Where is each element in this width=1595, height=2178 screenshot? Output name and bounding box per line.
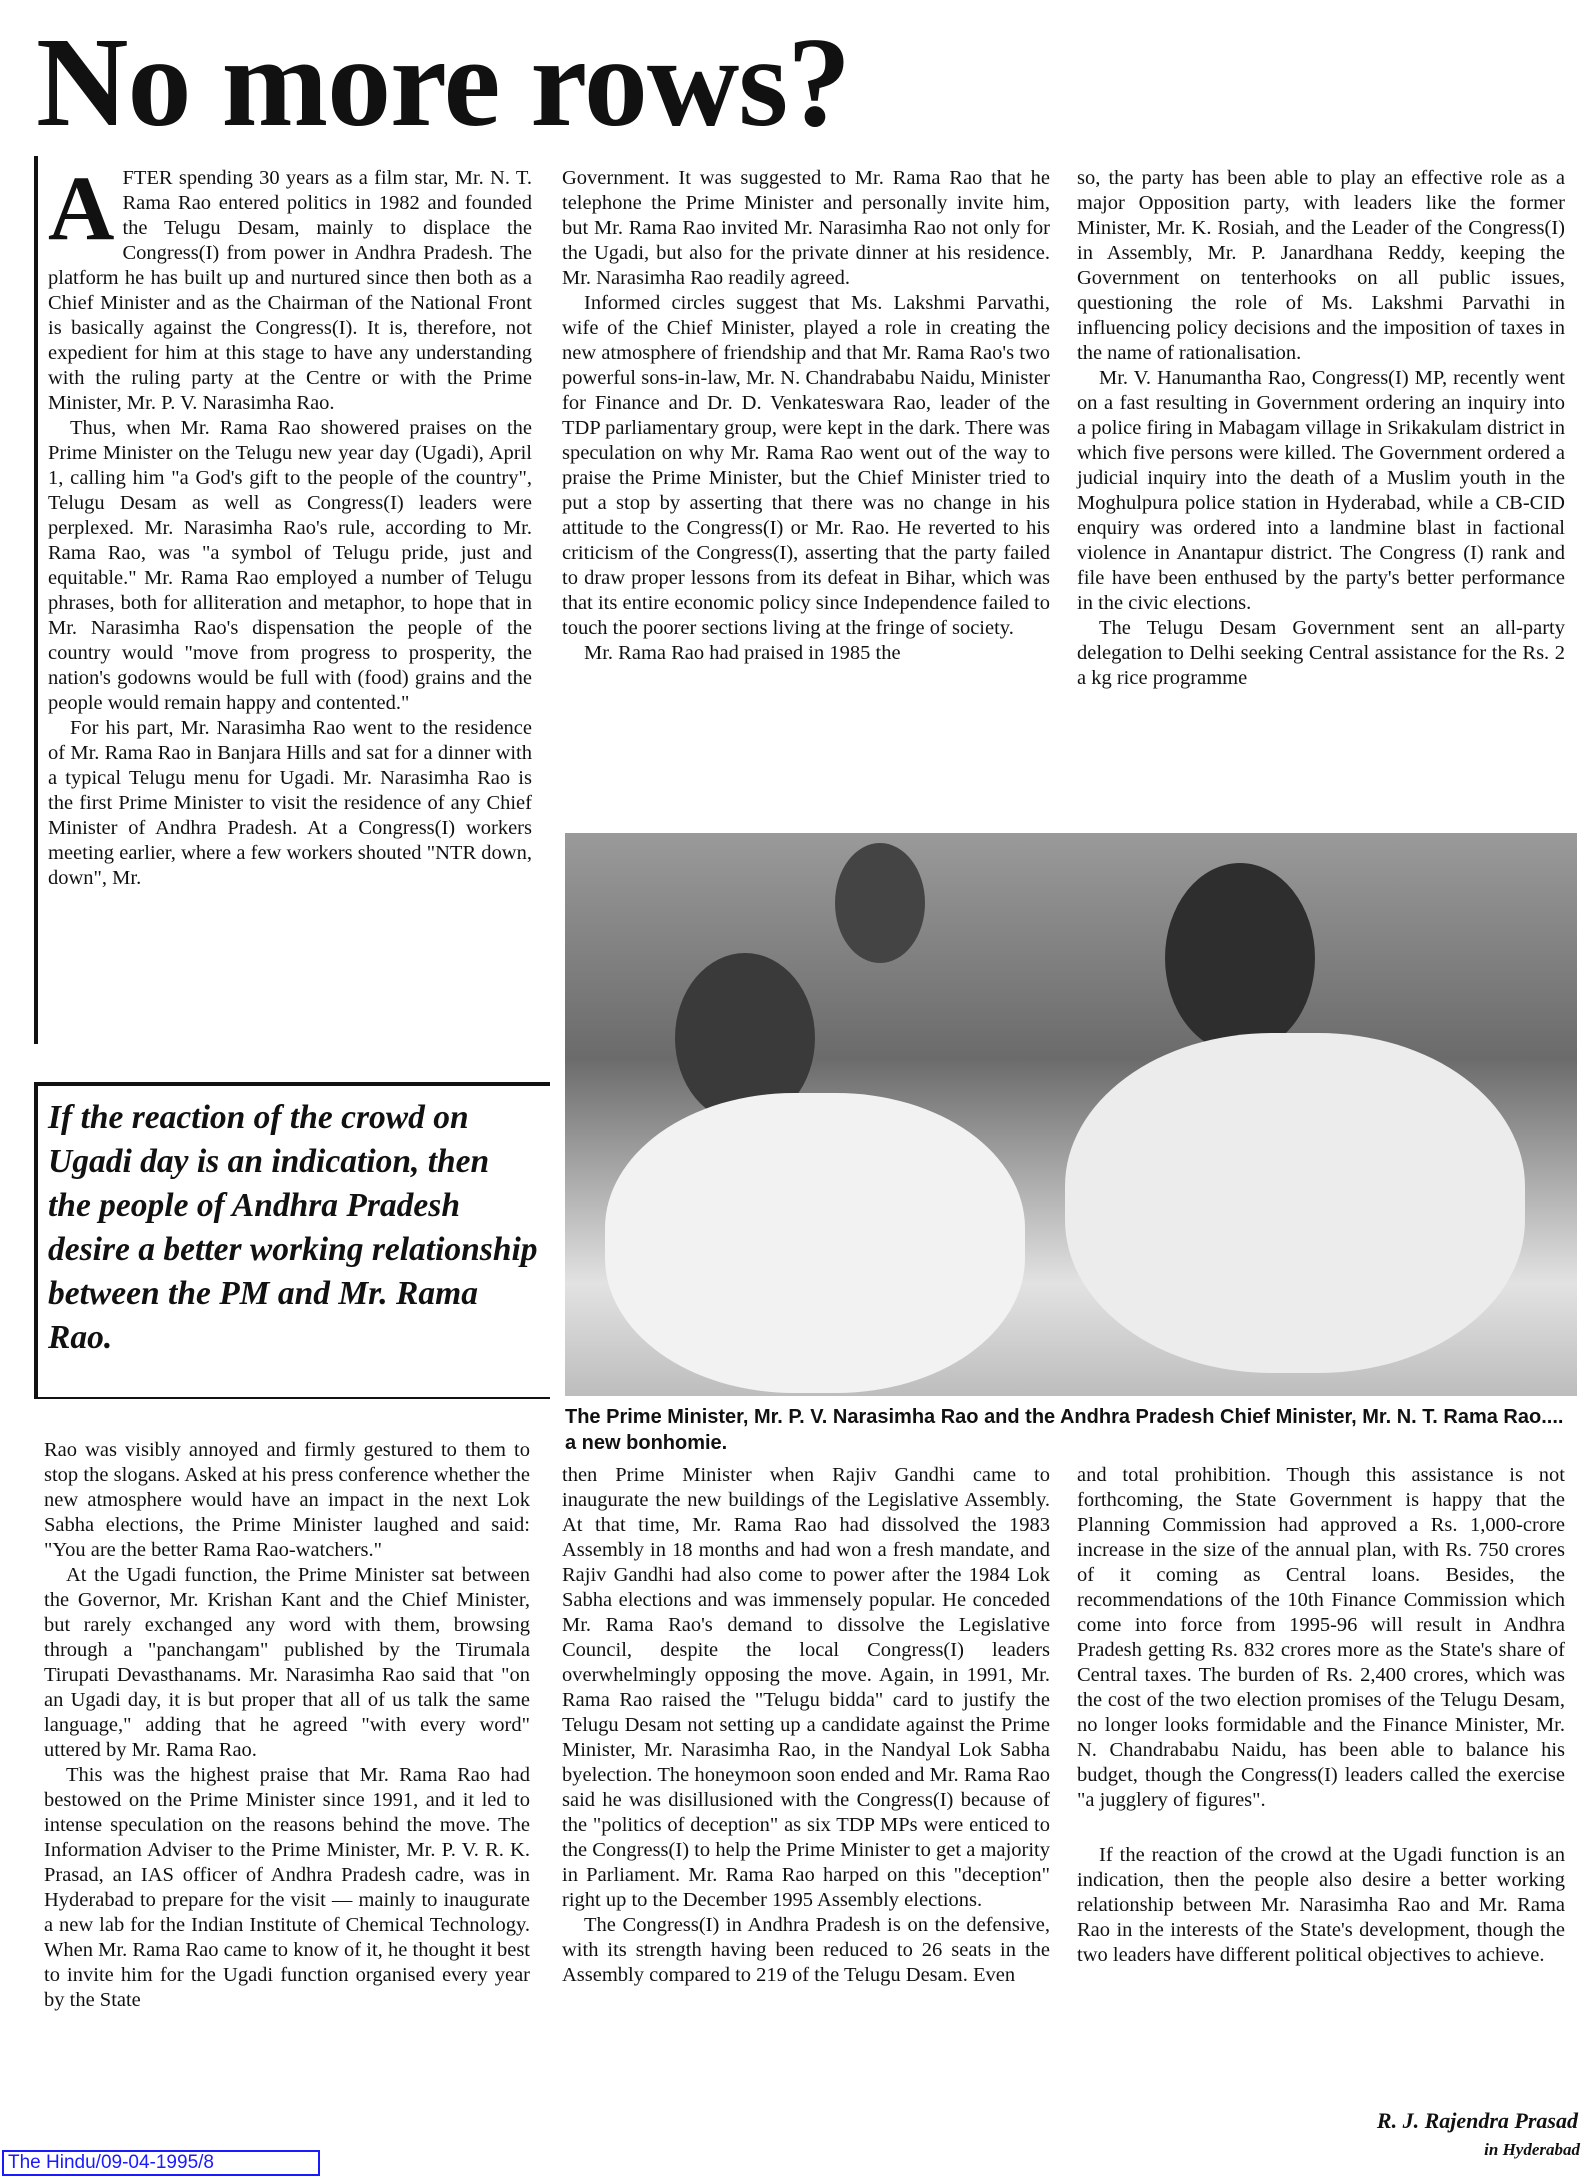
article-column-2-bottom (562, 1463, 1050, 1988)
article-column-3-top (1077, 166, 1565, 691)
pull-quote: If the reaction of the crowd on Ugadi day is an indication, then the people of Andhra Pradesh desire a better working relationship between the PM and Mr. Rama Rao. (48, 1099, 538, 1356)
article-paragraph: Government. It was suggested to Mr. Rama Rao that he telephone the Prime Minister and personally invite him, but Mr. Rama Rao invited Mr. Narasimha Rao not only for the Ugadi, but also for the private dinner at his residence. Mr. Narasimha Rao readily agreed. (562, 167, 1050, 289)
source-tag: The Hindu/09-04-1995/8 (2, 2150, 320, 2176)
article-column-3-bottom (1077, 1463, 1565, 1968)
column-rule (34, 156, 38, 1044)
article-paragraph: If the reaction of the crowd at the Ugadi function is an indication, then the people also desire a better working relationship between Mr. Narasimha Rao and Mr. Rama Rao in the interests of the State's development, though the two leaders have different political objectives to achieve. (1077, 1844, 1565, 1966)
photo-figure-right (1165, 863, 1315, 1053)
article-column-2-top (562, 166, 1050, 666)
pull-quote-box (34, 1082, 550, 1399)
article-paragraph: AFTER spending 30 years as a film star, Mr. N. T. Rama Rao entered politics in 1982 and founded the Telugu Desam, mainly to displace the Congress(I) from power in Andhra Pradesh. The platform he has built up and nurtured since then both as a Chief Minister and as the Chairman of the National Front is basically against the Congress(I). It is, therefore, not expedient for him at this stage to have any understanding with the ruling party at the Centre or with the Prime Minister, Mr. P. V. Narasimha Rao. (48, 157, 532, 414)
article-paragraph: then Prime Minister when Rajiv Gandhi came to inaugurate the new buildings of the Legislative Assembly. At that time, Mr. Rama Rao had dissolved the 1983 Assembly in 18 months and had won a fresh mandate, and Rajiv Gandhi had also come to power after the 1984 Lok Sabha elections and was immensely popular. He conceded Mr. Rama Rao's demand to dissolve the Legislative Council, despite the local Congress(I) leaders overwhelmingly opposing the move. Again, in 1991, Mr. Rama Rao raised the "Telugu bidda" card to justify the Telugu Desam not setting up a candidate against the Prime Minister, Mr. Narasimha Rao, in the Nandyal Lok Sabha byelection. The honeymoon soon ended and Mr. Rama Rao said he was disillusioned with the Congress(I) because of the "politics of deception" as six TDP MPs were enticed to the Congress(I) to help the Prime Minister to get a majority in Parliament. Mr. Rama Rao harped on this "deception" right up to the December 1995 Assembly elections. (562, 1464, 1050, 1911)
byline: R. J. Rajendra Prasad (1376, 2108, 1578, 2133)
article-paragraph: The Telugu Desam Government sent an all-party delegation to Delhi seeking Central assistance for the Rs. 2 a kg rice programme (1077, 617, 1565, 689)
article-paragraph: Mr. V. Hanumantha Rao, Congress(I) MP, recently went on a fast resulting in Government ordering an inquiry into a police firing in Mabagam village in Srikakulam district in which five persons were killed. The Government ordered a judicial inquiry into the death of a Muslim youth in the Moghulpura police station in Hyderabad, while a CB-CID enquiry was ordered into a landmine blast in factional violence in Anantapur district. The Congress (I) rank and file have been enthused by the party's better performance in the civic elections. (1077, 367, 1565, 614)
article-paragraph: and total prohibition. Though this assistance is not forthcoming, the State Government is happy that the Planning Commission had approved a Rs. 1,000-crore increase in the size of the annual plan, with Rs. 750 crores of it coming as Central loans. Besides, the recommendations of the 10th Finance Commission which come into force from 1995-96 will result in Andhra Pradesh getting Rs. 832 crores more as the State's share of Central taxes. The burden of Rs. 2,400 crores, which was the cost of the two election promises of the Telugu Desam, no longer looks formidable and the Finance Minister, Mr. N. Chandrababu Naidu, has been able to balance his budget, though the Congress(I) leaders called the exercise "a jugglery of figures". (1077, 1464, 1565, 1811)
article-paragraph: For his part, Mr. Narasimha Rao went to the residence of Mr. Rama Rao in Banjara Hills and sat for a dinner with a typical Telugu menu for Ugadi. Mr. Narasimha Rao is the first Prime Minister to visit the residence of any Chief Minister of Andhra Pradesh. At a Congress(I) workers meeting earlier, where a few workers shouted "NTR down, down", Mr. (48, 717, 532, 889)
photo-white-garment (605, 1093, 1025, 1393)
dateline-location: in Hyderabad (1484, 2140, 1580, 2159)
photo-caption: The Prime Minister, Mr. P. V. Narasimha Rao and the Andhra Pradesh Chief Minister, Mr. N. T. Rama Rao.... a new bonhomie. (565, 1406, 1564, 1454)
drop-cap: A (48, 157, 115, 259)
photo-white-garment (1065, 1033, 1525, 1373)
headline: No more rows? (36, 11, 851, 153)
article-column-1-bottom (44, 1438, 530, 2013)
article-paragraph: This was the highest praise that Mr. Rama Rao had bestowed on the Prime Minister since 1991, and it led to intense speculation on the reasons behind the move. The Information Adviser to the Prime Minister, Mr. P. V. R. K. Prasad, an IAS officer of Andhra Pradesh cadre, was in Hyderabad to prepare for the visit — mainly to inaugurate a new lab for the Indian Institute of Chemical Technology. When Mr. Rama Rao came to know of it, he thought it best to invite him for the Ugadi function organised every year by the State (44, 1764, 530, 2011)
photo-figure-background (835, 843, 925, 963)
article-paragraph: The Congress(I) in Andhra Pradesh is on the defensive, with its strength having been reduced to 26 seats in the Assembly compared to 219 of the Telugu Desam. Even (562, 1914, 1050, 1986)
article-paragraph: At the Ugadi function, the Prime Minister sat between the Governor, Mr. Krishan Kant and the Chief Minister, but rarely exchanged any word with them, browsing through a "panchangam" published by the Tirumala Tirupati Devasthanams. Mr. Narasimha Rao said that "on an Ugadi day, it is but proper that all of us talk the same language," adding that he agreed "with every word" uttered by Mr. Rama Rao. (44, 1564, 530, 1761)
article-paragraph: Mr. Rama Rao had praised in 1985 the (584, 642, 901, 664)
article-paragraph: Thus, when Mr. Rama Rao showered praises on the Prime Minister on the Telugu new year day (Ugadi), April 1, calling him "a God's gift to the people of the country", Telugu Desam as well as Congress(I) leaders were perplexed. Mr. Narasimha Rao's rule, according to Mr. Rama Rao, was "a symbol of Telugu pride, just and equitable." Mr. Rama Rao employed a number of Telugu phrases, both for alliteration and metaphor, to hope that in Mr. Narasimha Rao's dispensation the people of the country would "move from progress to prosperity, the nation's godowns would be full with (food) grains and the people would remain happy and contented." (48, 417, 532, 714)
article-paragraph: Rao was visibly annoyed and firmly gestured to them to stop the slogans. Asked at his press conference whether the new atmosphere would have an impact in the next Lok Sabha elections, the Prime Minister laughed and said: "You are the better Rama Rao-watchers." (44, 1439, 530, 1561)
article-paragraph: Informed circles suggest that Ms. Lakshmi Parvathi, wife of the Chief Minister, played a role in creating the new atmosphere of friendship and that Mr. Rama Rao's two powerful sons-in-law, Mr. N. Chandrababu Naidu, Minister for Finance and Dr. D. Venkateswara Rao, leader of the TDP parliamentary group, were kept in the dark. There was speculation on why Mr. Rama Rao went out of the way to praise the Prime Minister, but the Chief Minister tried to put a stop by asserting that there was no change in his attitude to the Congress(I) or Mr. Rao. He reverted to his criticism of the Congress(I), asserting that the party failed to draw proper lessons from its defeat in Bihar, which was that its entire economic policy since Independence failed to touch the poorer sections living at the fringe of society. (562, 292, 1050, 639)
article-column-1-top (48, 157, 532, 891)
article-paragraph: so, the party has been able to play an effective role as a major Opposition party, with leaders like the former Minister, Mr. K. Rosiah, and the Leader of the Congress(I) in Assembly, Mr. P. Janardhana Reddy, keeping the Government on tenterhooks on all public issues, questioning the role of Ms. Lakshmi Parvathi in influencing policy decisions and the imposition of taxes in the name of rationalisation. (1077, 167, 1565, 364)
news-photo (565, 833, 1577, 1396)
